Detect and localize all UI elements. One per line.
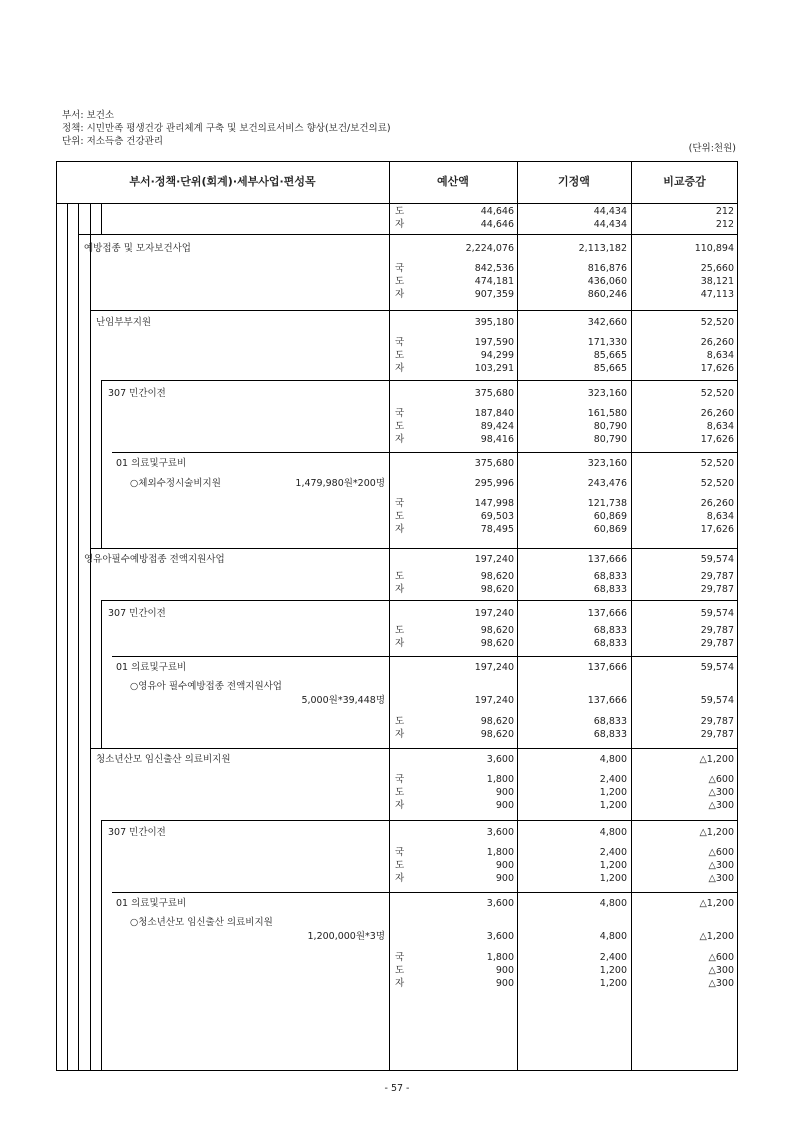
row-prev: 323,160: [587, 388, 627, 399]
row-diff: 59,574: [700, 554, 734, 565]
row-diff: 59,574: [700, 695, 734, 706]
row-budget: 900: [495, 787, 514, 798]
divider: [389, 161, 390, 1071]
row-diff: 26,260: [700, 408, 734, 419]
row-diff: △1,200: [699, 931, 734, 942]
row-label: ○체외수정시술비지원: [130, 478, 221, 489]
row-budget: 900: [495, 860, 514, 871]
row-prev: 121,738: [587, 498, 627, 509]
row-budget: 3,600: [486, 827, 514, 838]
divider: [67, 204, 68, 1071]
row-label: ○영유아 필수예방접종 전액지원사업: [130, 681, 282, 692]
row-budget: 375,680: [474, 458, 514, 469]
row-prev: 1,200: [599, 965, 627, 976]
row-prev: 860,246: [587, 289, 627, 300]
row-diff: 29,787: [700, 716, 734, 727]
row-prev: 68,833: [593, 638, 627, 649]
divider: [90, 310, 91, 1071]
row-prev: 137,666: [587, 554, 627, 565]
row-diff: △300: [708, 978, 734, 989]
row-budget: 295,996: [474, 478, 514, 489]
row-prev: 68,833: [593, 729, 627, 740]
header-dept: 부서: 보건소: [62, 110, 115, 121]
divider: [112, 656, 738, 657]
row-prev: 80,790: [593, 434, 627, 445]
row-budget: 69,503: [480, 511, 514, 522]
row-prev: 1,200: [599, 873, 627, 884]
row-prev: 2,400: [599, 847, 627, 858]
row-diff: 8,634: [706, 350, 734, 361]
row-budget: 2,224,076: [465, 243, 514, 254]
row-budget: 900: [495, 978, 514, 989]
row-budget: 98,416: [480, 434, 514, 445]
row-budget: 98,620: [480, 571, 514, 582]
row-diff: 26,260: [700, 498, 734, 509]
row-diff: △300: [708, 965, 734, 976]
row-diff: △300: [708, 787, 734, 798]
row-budget: 900: [495, 800, 514, 811]
header-policy: 정책: 시민만족 평생건강 관리체계 구축 및 보건의료서비스 향상(보건/보건의료): [62, 123, 391, 134]
row-budget: 103,291: [474, 363, 514, 374]
row-budget: 900: [495, 965, 514, 976]
divider: [112, 452, 738, 453]
row-diff: 25,660: [700, 263, 734, 274]
row-label: 01 의료및구료비: [116, 898, 187, 909]
row-source: 자: [395, 638, 405, 649]
row-source: 자: [395, 434, 405, 445]
row-source: 국: [395, 337, 405, 348]
row-diff: 17,626: [700, 363, 734, 374]
divider: [90, 310, 738, 311]
row-formula: 1,200,000원*3명: [307, 931, 385, 942]
row-prev: 1,200: [599, 978, 627, 989]
row-budget: 900: [495, 873, 514, 884]
row-source: 도: [395, 965, 405, 976]
row-prev: 816,876: [587, 263, 627, 274]
row-source: 도: [395, 787, 405, 798]
row-formula: 1,479,980원*200명: [295, 478, 385, 489]
row-prev: 4,800: [599, 898, 627, 909]
row-source: 국: [395, 847, 405, 858]
row-source: 국: [395, 498, 405, 509]
row-prev: 68,833: [593, 716, 627, 727]
row-diff: 26,260: [700, 337, 734, 348]
divider: [101, 380, 102, 548]
divider: [112, 892, 738, 893]
row-budget: 1,800: [486, 952, 514, 963]
row-budget: 842,536: [474, 263, 514, 274]
row-diff: 212: [715, 219, 734, 230]
row-budget: 197,240: [474, 554, 514, 565]
row-budget: 98,620: [480, 716, 514, 727]
row-prev: 2,400: [599, 952, 627, 963]
row-budget: 907,359: [474, 289, 514, 300]
row-prev: 161,580: [587, 408, 627, 419]
row-prev: 137,666: [587, 608, 627, 619]
row-budget: 474,181: [474, 276, 514, 287]
row-prev: 4,800: [599, 827, 627, 838]
row-diff: 17,626: [700, 524, 734, 535]
row-diff: 17,626: [700, 434, 734, 445]
row-diff: △300: [708, 860, 734, 871]
row-label: ○청소년산모 임신출산 의료비지원: [130, 917, 273, 928]
row-budget: 147,998: [474, 498, 514, 509]
divider: [78, 204, 79, 1071]
row-source: 도: [395, 716, 405, 727]
row-budget: 395,180: [474, 317, 514, 328]
row-source: 도: [395, 206, 405, 217]
divider: [101, 820, 102, 1071]
row-source: 자: [395, 363, 405, 374]
row-diff: 8,634: [706, 421, 734, 432]
row-label: 예방접종 및 모자보건사업: [84, 243, 191, 254]
col-header-category: 부서·정책·단위(회계)·세부사업·편성목: [129, 175, 316, 188]
row-prev: 44,434: [593, 206, 627, 217]
row-budget: 1,800: [486, 847, 514, 858]
divider: [78, 234, 738, 235]
divider: [101, 204, 102, 234]
row-diff: △1,200: [699, 827, 734, 838]
row-source: 자: [395, 524, 405, 535]
row-budget: 98,620: [480, 729, 514, 740]
row-source: 국: [395, 952, 405, 963]
row-diff: △1,200: [699, 754, 734, 765]
row-budget: 98,620: [480, 638, 514, 649]
divider: [101, 380, 738, 381]
row-diff: △600: [708, 847, 734, 858]
row-diff: 38,121: [700, 276, 734, 287]
row-prev: 342,660: [587, 317, 627, 328]
row-prev: 2,400: [599, 774, 627, 785]
row-diff: 59,574: [700, 608, 734, 619]
row-budget: 197,590: [474, 337, 514, 348]
row-diff: 29,787: [700, 729, 734, 740]
row-diff: 29,787: [700, 571, 734, 582]
divider: [90, 548, 738, 549]
row-prev: 44,434: [593, 219, 627, 230]
row-prev: 80,790: [593, 421, 627, 432]
row-source: 자: [395, 800, 405, 811]
row-budget: 89,424: [480, 421, 514, 432]
row-source: 국: [395, 774, 405, 785]
col-header-difference: 비교증감: [663, 175, 706, 188]
row-prev: 436,060: [587, 276, 627, 287]
row-label: 영유아필수예방접종 전액지원사업: [84, 554, 225, 565]
row-diff: △600: [708, 774, 734, 785]
row-budget: 187,840: [474, 408, 514, 419]
row-diff: 52,520: [700, 388, 734, 399]
row-diff: 29,787: [700, 584, 734, 595]
row-diff: △600: [708, 952, 734, 963]
row-prev: 85,665: [593, 363, 627, 374]
row-prev: 68,833: [593, 584, 627, 595]
row-diff: △1,200: [699, 898, 734, 909]
row-source: 자: [395, 978, 405, 989]
row-source: 도: [395, 350, 405, 361]
row-label: 난임부부지원: [96, 317, 152, 328]
row-budget: 98,620: [480, 625, 514, 636]
row-budget: 78,495: [480, 524, 514, 535]
unit-label: (단위:천원): [688, 143, 736, 154]
row-prev: 85,665: [593, 350, 627, 361]
row-diff: 52,520: [700, 317, 734, 328]
row-source: 국: [395, 408, 405, 419]
row-diff: 52,520: [700, 458, 734, 469]
row-diff: 212: [715, 206, 734, 217]
divider: [101, 600, 102, 748]
row-label: 307 민간이전: [108, 608, 166, 619]
col-header-previous: 기정액: [558, 175, 590, 188]
divider: [517, 161, 518, 1071]
row-diff: 59,574: [700, 662, 734, 673]
row-source: 자: [395, 219, 405, 230]
row-prev: 60,869: [593, 524, 627, 535]
row-label: 청소년산모 임신출산 의료비지원: [96, 754, 231, 765]
row-budget: 98,620: [480, 584, 514, 595]
row-diff: 29,787: [700, 638, 734, 649]
divider: [90, 748, 738, 749]
divider: [101, 600, 738, 601]
row-label: 307 민간이전: [108, 388, 166, 399]
row-source: 자: [395, 289, 405, 300]
row-budget: 3,600: [486, 754, 514, 765]
header-division: 단위: 저소득층 건강관리: [62, 136, 164, 147]
row-prev: 1,200: [599, 800, 627, 811]
row-budget: 3,600: [486, 898, 514, 909]
row-budget: 44,646: [480, 206, 514, 217]
row-prev: 171,330: [587, 337, 627, 348]
row-diff: △300: [708, 800, 734, 811]
divider: [101, 820, 738, 821]
row-label: 307 민간이전: [108, 827, 166, 838]
row-prev: 2,113,182: [578, 243, 627, 254]
row-label: 01 의료및구료비: [116, 458, 187, 469]
row-prev: 137,666: [587, 662, 627, 673]
row-prev: 68,833: [593, 625, 627, 636]
row-budget: 197,240: [474, 695, 514, 706]
row-budget: 197,240: [474, 662, 514, 673]
row-label: 01 의료및구료비: [116, 662, 187, 673]
row-source: 자: [395, 584, 405, 595]
row-formula: 5,000원*39,448명: [301, 695, 385, 706]
row-source: 자: [395, 873, 405, 884]
row-prev: 68,833: [593, 571, 627, 582]
row-prev: 137,666: [587, 695, 627, 706]
row-prev: 4,800: [599, 754, 627, 765]
row-prev: 243,476: [587, 478, 627, 489]
row-source: 도: [395, 421, 405, 432]
page-number: - 57 -: [384, 1083, 410, 1094]
row-budget: 1,800: [486, 774, 514, 785]
row-source: 도: [395, 276, 405, 287]
row-budget: 44,646: [480, 219, 514, 230]
row-diff: 47,113: [700, 289, 734, 300]
row-diff: △300: [708, 873, 734, 884]
row-prev: 323,160: [587, 458, 627, 469]
divider: [90, 204, 91, 310]
row-prev: 60,869: [593, 511, 627, 522]
row-budget: 197,240: [474, 608, 514, 619]
row-source: 도: [395, 860, 405, 871]
row-source: 국: [395, 263, 405, 274]
row-source: 자: [395, 729, 405, 740]
table-header: [56, 161, 738, 204]
row-budget: 375,680: [474, 388, 514, 399]
row-source: 도: [395, 625, 405, 636]
row-diff: 29,787: [700, 625, 734, 636]
row-diff: 52,520: [700, 478, 734, 489]
row-diff: 110,894: [694, 243, 734, 254]
row-prev: 1,200: [599, 860, 627, 871]
row-budget: 94,299: [480, 350, 514, 361]
row-budget: 3,600: [486, 931, 514, 942]
row-source: 도: [395, 571, 405, 582]
row-source: 도: [395, 511, 405, 522]
divider: [631, 161, 632, 1071]
col-header-budget: 예산액: [437, 175, 469, 188]
row-prev: 1,200: [599, 787, 627, 798]
row-prev: 4,800: [599, 931, 627, 942]
row-diff: 8,634: [706, 511, 734, 522]
